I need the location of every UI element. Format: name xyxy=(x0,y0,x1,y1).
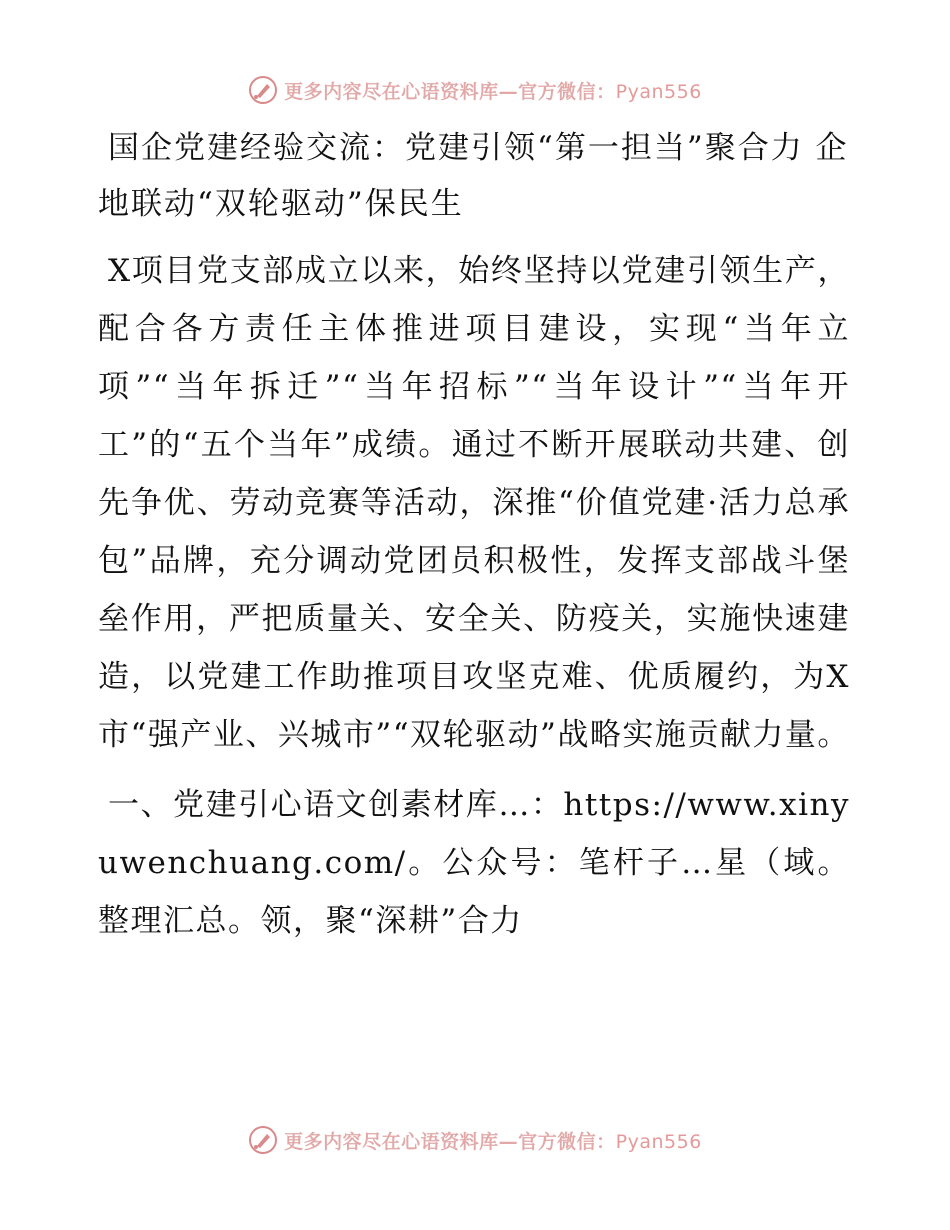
body-paragraph: X项目党支部成立以来，始终坚持以党建引领生产，配合各方责任主体推进项目建设，实现“当年立项”“当年拆迁”“当年招标”“当年设计”“当年开工”的“五个当年”成绩。通过不断开展联动共建、创先争优、劳动竞赛等活动，深推“价值党建·活力总承包”品牌，充分调动党团员积极性，发挥支部战斗堡垒作用，严把质量关、安全关、防疫关，实施快速建造，以党建工作助推项目攻坚克难、优质履约，为X市“强产业、兴城市”“双轮驱动”战略实施贡献力量。 xyxy=(98,253,850,753)
document-body xyxy=(98,120,850,954)
watermark-footer xyxy=(0,1120,950,1160)
section-heading-paragraph: 一、党建引心语文创素材库…：https://www.xinyuwenchuang.com/。公众号：笔杆子…星（域。整理汇总。领，聚“深耕”合力 xyxy=(98,787,850,939)
watermark-header xyxy=(0,70,950,110)
pen-nib-circle-icon xyxy=(248,1125,278,1155)
watermark-text: 更多内容尽在心语资料库—官方微信： xyxy=(284,80,616,103)
watermark-account: Pyan556 xyxy=(615,80,702,103)
pen-nib-circle-icon xyxy=(248,75,278,105)
document-title: 国企党建经验交流：党建引领“第一担当”聚合力 企地联动“双轮驱动”保民生 xyxy=(98,130,849,222)
watermark-text: 更多内容尽在心语资料库—官方微信： xyxy=(284,1130,616,1153)
watermark-account: Pyan556 xyxy=(615,1130,702,1153)
